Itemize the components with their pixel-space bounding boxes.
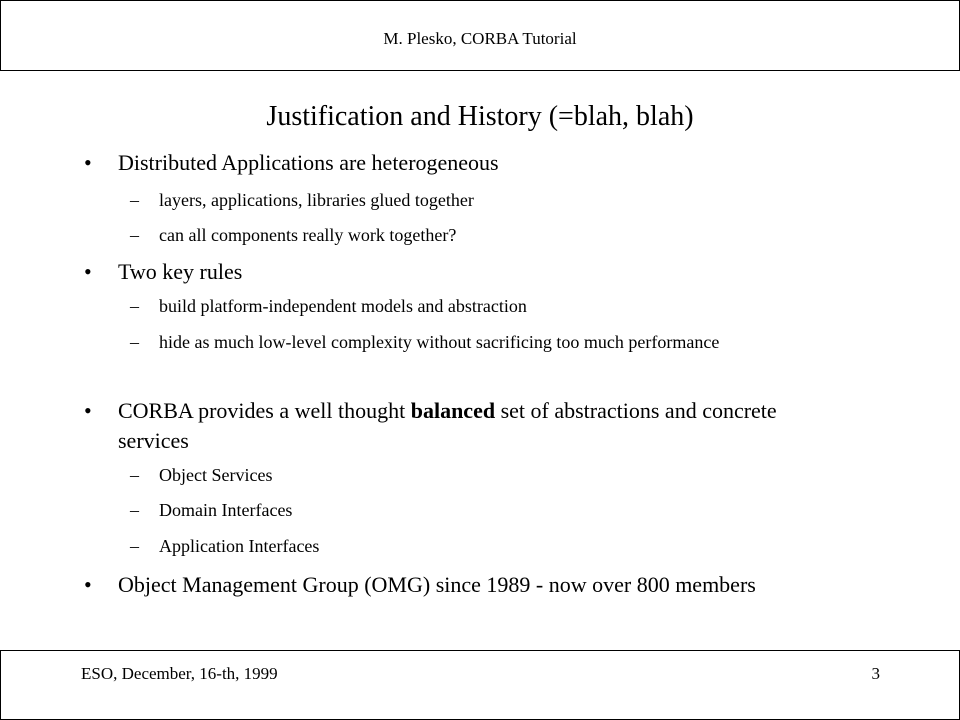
- sub-item-platform-independent: build platform-independent models and abstraction: [159, 296, 527, 316]
- bullet-marker: •: [84, 572, 92, 597]
- sub-item-hide-complexity: hide as much low-level complexity without sacrificing too much performance: [159, 332, 720, 352]
- dash-marker: –: [130, 536, 139, 556]
- bullet-corba-bold-word: balanced: [410, 398, 496, 423]
- slide-title: Justification and History (=blah, blah): [266, 101, 694, 132]
- bullet-corba-text-after: set of abstractions and concrete services: [118, 398, 777, 453]
- bullet-corba-text-before: CORBA provides a well thought: [118, 398, 411, 423]
- dash-marker: –: [130, 190, 139, 210]
- bullet-marker: •: [84, 259, 92, 284]
- dash-marker: –: [130, 500, 139, 520]
- header-text: M. Plesko, CORBA Tutorial: [383, 29, 577, 48]
- footer-date: ESO, December, 16-th, 1999: [81, 664, 278, 683]
- bullet-marker: •: [84, 398, 92, 423]
- sub-item-domain-interfaces: Domain Interfaces: [159, 500, 293, 520]
- bullet-distributed-applications: Distributed Applications are heterogeneous: [118, 150, 499, 175]
- sub-item-application-interfaces: Application Interfaces: [159, 536, 320, 556]
- dash-marker: –: [130, 225, 139, 245]
- dash-marker: –: [130, 296, 139, 316]
- footer-bar: [0, 650, 960, 720]
- dash-marker: –: [130, 332, 139, 352]
- sub-item-layers: layers, applications, libraries glued together: [159, 190, 474, 210]
- bullet-omg: Object Management Group (OMG) since 1989 - now over 800 members: [118, 572, 756, 597]
- sub-item-object-services: Object Services: [159, 465, 273, 485]
- page-number: 3: [871, 664, 880, 683]
- bullet-corba-provides: [118, 396, 838, 456]
- dash-marker: –: [130, 465, 139, 485]
- sub-item-components: can all components really work together?: [159, 225, 457, 245]
- bullet-two-key-rules: Two key rules: [118, 259, 243, 284]
- bullet-marker: •: [84, 150, 92, 175]
